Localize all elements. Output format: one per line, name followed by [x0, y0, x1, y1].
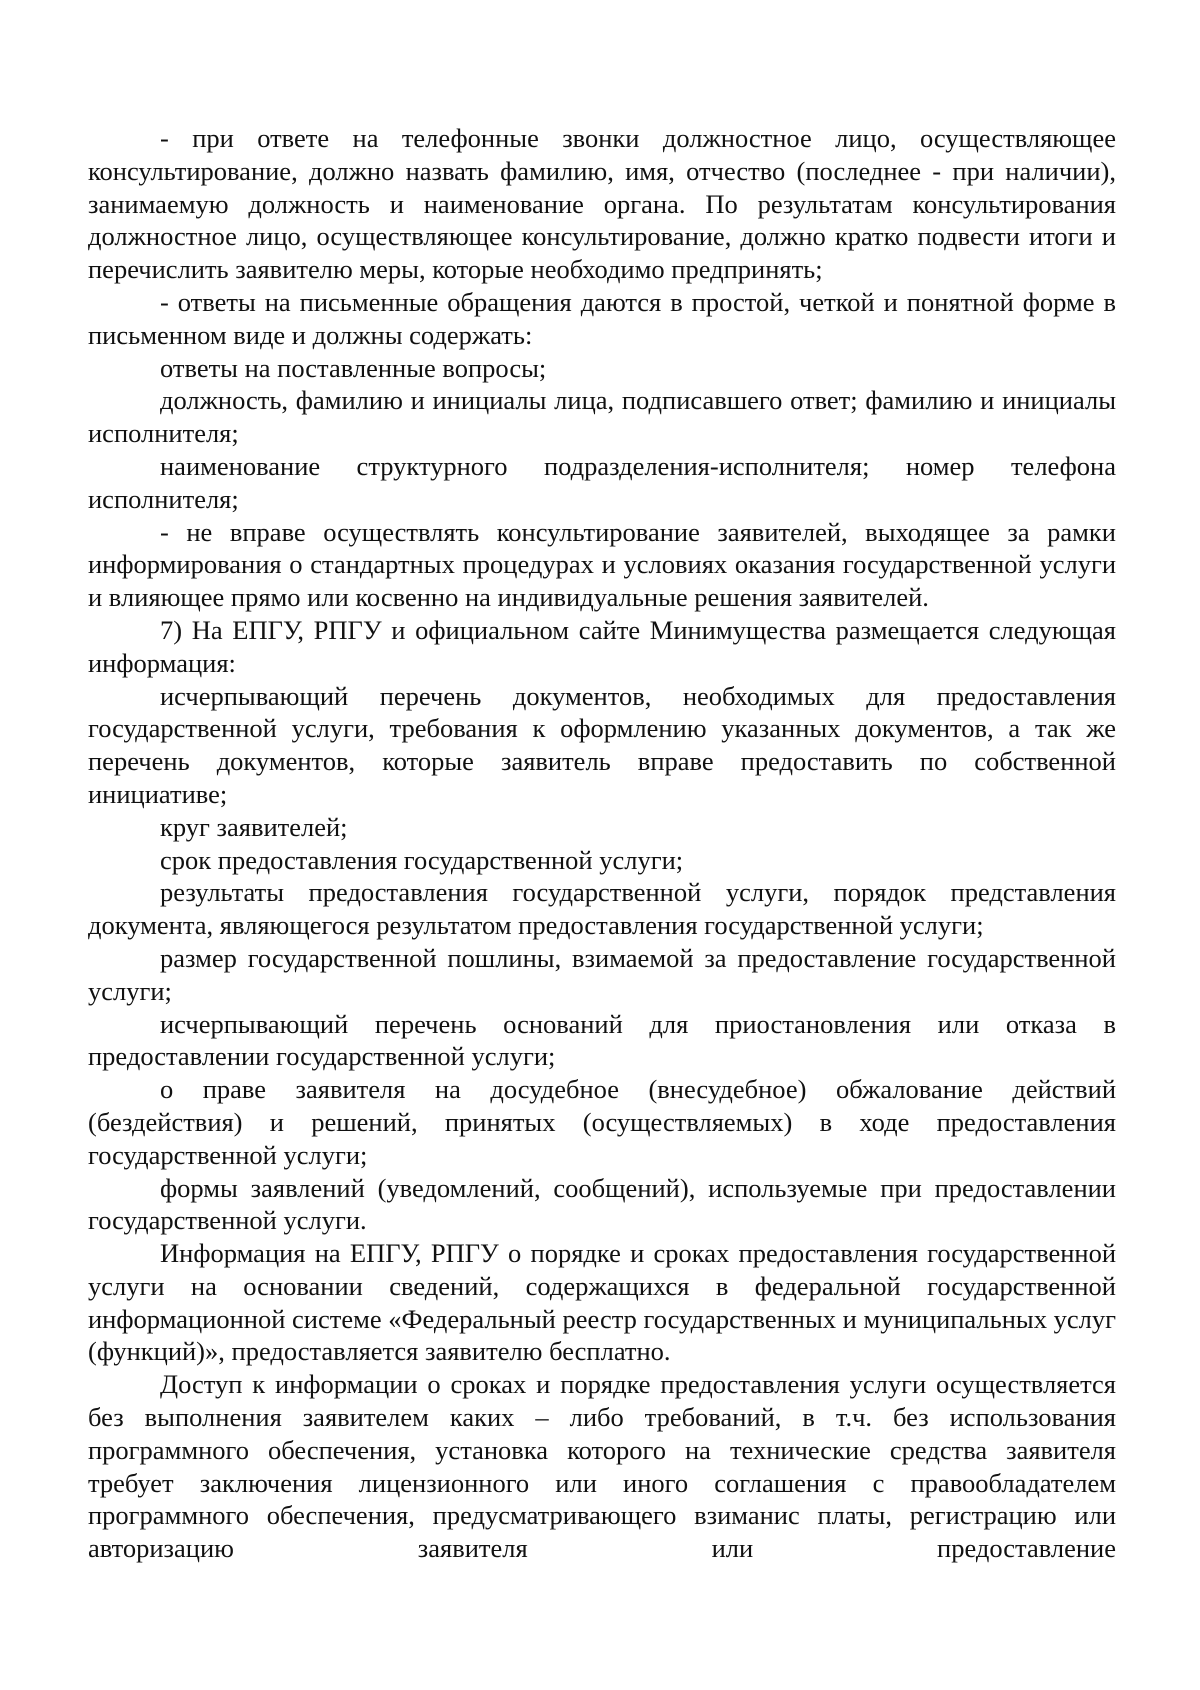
- paragraph-item-7: 7) На ЕПГУ, РПГУ и официальном сайте Минимущества размещается следующая информация:: [88, 614, 1116, 678]
- paragraph-position-initials: должность, фамилию и инициалы лица, подписавшего ответ; фамилию и инициалы исполнителя;: [88, 385, 1116, 449]
- paragraph-written-replies: - ответы на письменные обращения даются в простой, четкой и понятной форме в письменном виде и должны содержать:: [88, 286, 1116, 350]
- paragraph-department-phone: наименование структурного подразделения-исполнителя; номер телефона исполнителя;: [88, 450, 1116, 514]
- paragraph-consultation-limits: - не вправе осуществлять консультирование заявителей, выходящее за рамки информирования о стандартных процедурах и условиях оказания государственной услуги и влияющее прямо или косвенно на индивидуальные решения заявителей.: [88, 516, 1116, 613]
- paragraph-term: срок предоставления государственной услуги;: [160, 844, 684, 875]
- paragraph-documents-list: исчерпывающий перечень документов, необходимых для предоставления государственной услуги, требования к оформлению указанных документов, а так же перечень документов, которые заявитель вправе предоставить по собственной инициативе;: [88, 680, 1116, 809]
- paragraph-refusal-grounds: исчерпывающий перечень оснований для приостановления или отказа в предоставлении государственной услуги;: [88, 1008, 1116, 1072]
- paragraph-fee: размер государственной пошлины, взимаемой за предоставление государственной услуги;: [88, 942, 1116, 1006]
- paragraph-phone-consultation: - при ответе на телефонные звонки должностное лицо, осуществляющее консультирование, должно назвать фамилию, имя, отчество (последнее - при наличии), занимаемую должность и наименование органа. По результатам консультирования должностное лицо, осуществляющее консультирование, должно кратко подвести итоги и перечислить заявителю меры, которые необходимо предпринять;: [88, 123, 1116, 285]
- paragraph-answers: ответы на поставленные вопросы;: [160, 352, 547, 383]
- paragraph-results: результаты предоставления государственной услуги, порядок представления документа, являющегося результатом предоставления государственной услуги;: [88, 877, 1116, 941]
- paragraph-free-information: Информация на ЕПГУ, РПГУ о порядке и сроках предоставления государственной услуги на основании сведений, содержащихся в федеральной государственной информационной системе «Федеральный реестр государственных и муниципальных услуг (функций)», предоставляется заявителю бесплатно.: [88, 1238, 1116, 1367]
- paragraph-forms: формы заявлений (уведомлений, сообщений), используемые при предоставлении государственной услуги.: [88, 1172, 1116, 1236]
- paragraph-appeal-right: о праве заявителя на досудебное (внесудебное) обжалование действий (бездействия) и решений, принятых (осуществляемых) в ходе предоставления государственной услуги;: [88, 1074, 1116, 1170]
- paragraph-access: Доступ к информации о сроках и порядке предоставления услуги осуществляется без выполнения заявителем каких – либо требований, в т.ч. без использования программного обеспечения, установка которого на технические средства заявителя требует заключения лицензионного или иного соглашения с правообладателем программного обеспечения, предусматривающего взиманис платы, регистрацию или авторизацию заявителя или предоставление: [88, 1369, 1116, 1564]
- paragraph-applicants: круг заявителей;: [160, 811, 348, 842]
- document-page: [88, 122, 1116, 1565]
